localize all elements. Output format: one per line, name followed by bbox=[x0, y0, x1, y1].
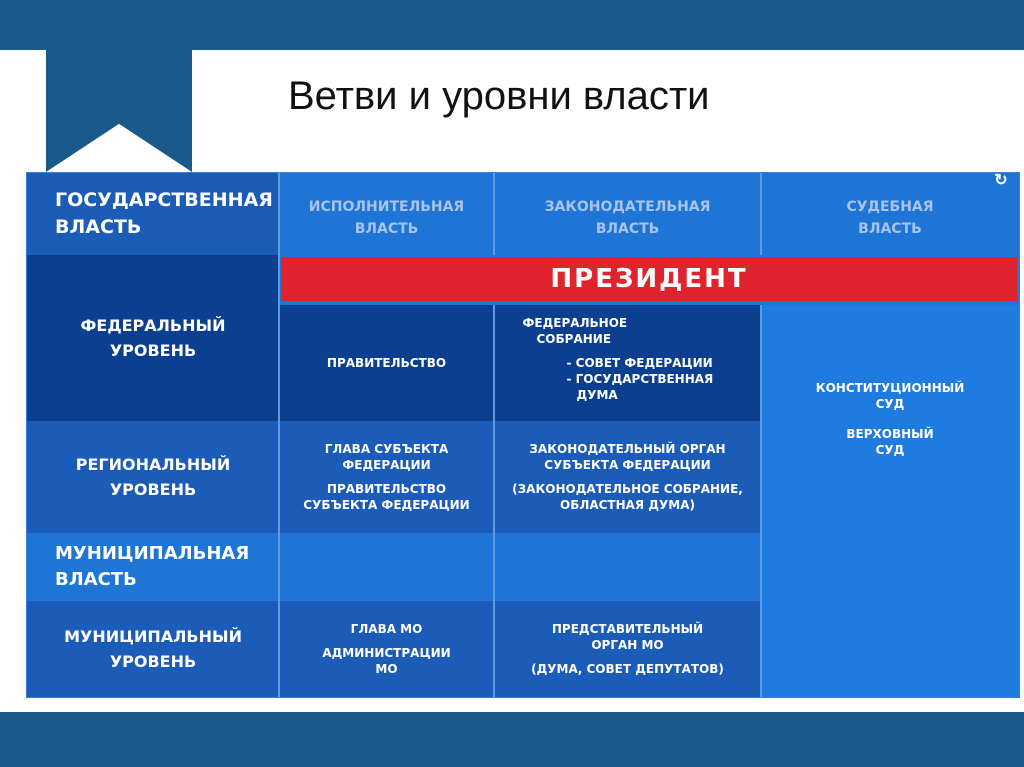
municipal-executive-cell bbox=[279, 601, 494, 697]
refresh-icon: ↻ bbox=[994, 172, 1008, 189]
federal-assembly-line-1: ФЕДЕРАЛЬНОЕ bbox=[522, 316, 628, 330]
regional-executive-cell bbox=[279, 421, 494, 533]
municipal-legislative-cell bbox=[494, 601, 761, 697]
federal-government: ПРАВИТЕЛЬСТВО bbox=[326, 356, 447, 370]
judicial-municipal-empty bbox=[761, 533, 1019, 697]
grid-line bbox=[760, 173, 762, 255]
slide-title: Ветви и уровни власти bbox=[288, 74, 710, 118]
federal-level-label: ФЕДЕРАЛЬНЫЙ УРОВЕНЬ bbox=[27, 255, 279, 421]
regional-head: ГЛАВА СУБЪЕКТА ФЕДЕРАЦИИ bbox=[324, 442, 449, 472]
state-duma-line-1: - ГОСУДАРСТВЕННАЯ bbox=[566, 372, 714, 386]
municipal-representative-body: ПРЕДСТАВИТЕЛЬНЫЙ ОРГАН МО bbox=[551, 622, 704, 652]
federal-legislative-cell bbox=[494, 305, 761, 421]
municipal-head: ГЛАВА МО bbox=[350, 622, 423, 636]
grid-line bbox=[278, 173, 280, 697]
federal-executive-cell bbox=[279, 305, 494, 421]
municipal-power-label: МУНИЦИПАЛЬНАЯ ВЛАСТЬ bbox=[27, 533, 279, 601]
state-duma-line-2: ДУМА bbox=[576, 388, 618, 402]
municipal-administration: АДМИНИСТРАЦИИ МО bbox=[322, 646, 451, 676]
municipal-level-label: МУНИЦИПАЛЬНЫЙ УРОВЕНЬ bbox=[27, 601, 279, 697]
header-executive: ИСПОЛНИТЕЛЬНАЯ ВЛАСТЬ bbox=[279, 181, 494, 255]
regional-legislature: ЗАКОНОДАТЕЛЬНЫЙ ОРГАН СУБЪЕКТА ФЕДЕРАЦИИ bbox=[529, 442, 726, 472]
power-table bbox=[26, 172, 1020, 698]
municipal-representative-examples: (ДУМА, СОВЕТ ДЕПУТАТОВ) bbox=[531, 662, 724, 676]
federal-assembly-line-2: СОБРАНИЕ bbox=[536, 332, 612, 346]
regional-government: ПРАВИТЕЛЬСТВО СУБЪЕКТА ФЕДЕРАЦИИ bbox=[303, 482, 470, 512]
header-state-power: ГОСУДАРСТВЕННАЯ ВЛАСТЬ bbox=[27, 173, 279, 255]
header-top-strip bbox=[279, 173, 1019, 181]
regional-level-label: РЕГИОНАЛЬНЫЙ УРОВЕНЬ bbox=[27, 421, 279, 533]
bookmark-ribbon bbox=[46, 0, 192, 172]
header-judicial: СУДЕБНАЯ ВЛАСТЬ bbox=[761, 181, 1019, 255]
bottom-band bbox=[0, 712, 1024, 767]
supreme-court: ВЕРХОВНЫЙ СУД bbox=[846, 427, 934, 457]
regional-legislative-cell bbox=[494, 421, 761, 533]
grid-line bbox=[493, 173, 495, 255]
header-legislative: ЗАКОНОДАТЕЛЬНАЯ ВЛАСТЬ bbox=[494, 181, 761, 255]
regional-legislature-examples: (ЗАКОНОДАТЕЛЬНОЕ СОБРАНИЕ, ОБЛАСТНАЯ ДУМА) bbox=[512, 482, 743, 512]
judicial-courts-cell bbox=[761, 305, 1019, 533]
federation-council: - СОВЕТ ФЕДЕРАЦИИ bbox=[566, 356, 713, 370]
constitutional-court: КОНСТИТУЦИОННЫЙ СУД bbox=[815, 381, 965, 411]
president-cell: ПРЕЗИДЕНТ bbox=[281, 257, 1017, 301]
grid-line bbox=[493, 305, 495, 697]
grid-line bbox=[760, 305, 762, 697]
municipal-power-row-bg bbox=[279, 533, 761, 601]
